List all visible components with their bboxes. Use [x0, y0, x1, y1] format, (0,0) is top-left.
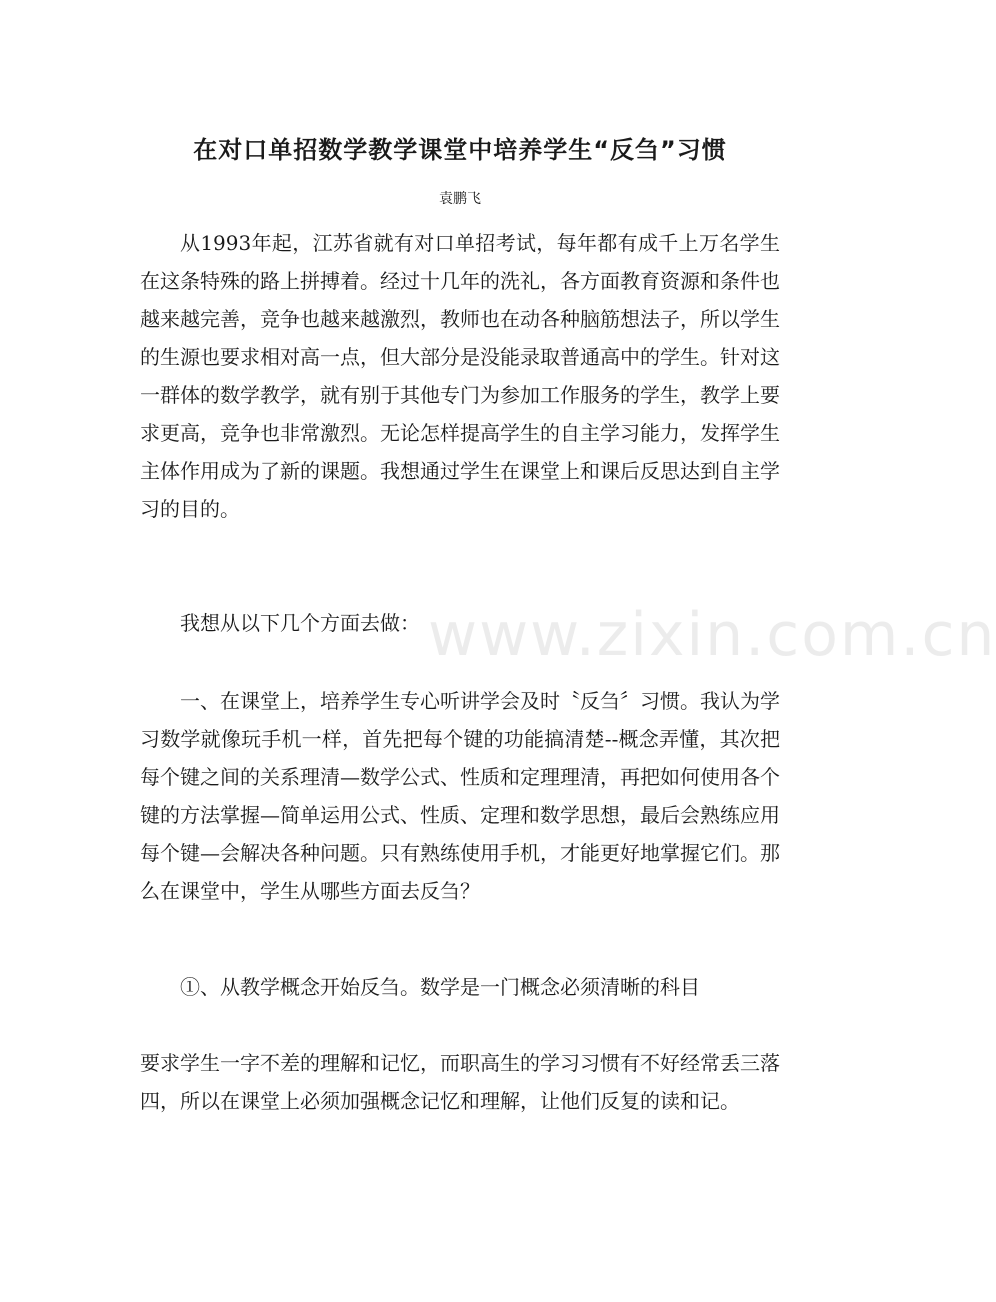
- paragraph-point-one: ①、从教学概念开始反刍。数学是一门概念必须清晰的科目: [180, 975, 700, 999]
- paragraph-intro: 从1993年起，江苏省就有对口单招考试，每年都有成千上万名学生在这条特殊的路上拼搏着。经过十几年的洗礼，各方面教育资源和条件也越来越完善，竞争也越来越激烈，教师也在动各种脑筋想法子，所以学生的生源也要求相对高一点，但大部分是没能录取普通高中的学生。针对这一群体的数学教学，就有别于其他专门为参加工作服务的学生，教学上要求更高，竞争也非常激烈。无论怎样提高学生的自主学习能力，发挥学生主体作用成为了新的课题。我想通过学生在课堂上和课后反思达到自主学习的目的。: [140, 231, 780, 521]
- document-title: 在对口单招数学教学课堂中培养学生“反刍”习惯: [193, 136, 727, 164]
- document-author: 袁鹏飞: [439, 191, 481, 207]
- paragraph-plan: 我想从以下几个方面去做：: [180, 611, 420, 635]
- paragraph-point-one-continued: 要求学生一字不差的理解和记忆，而职高生的学习习惯有不好经常丢三落四，所以在课堂上必须加强概念记忆和理解，让他们反复的读和记。: [140, 1051, 780, 1113]
- watermark: www.zixin.com.cn: [428, 600, 996, 670]
- paragraph-section-one: 一、在课堂上，培养学生专心听讲学会及时〝反刍〞习惯。我认为学习数学就像玩手机一样，首先把每个键的功能搞清楚--概念弄懂，其次把每个键之间的关系理清—数学公式、性质和定理理清，再把如何使用各个键的方法掌握—简单运用公式、性质、定理和数学思想，最后会熟练应用每个键—会解决各种问题。只有熟练使用手机，才能更好地掌握它们。那么在课堂中，学生从哪些方面去反刍？: [140, 689, 780, 903]
